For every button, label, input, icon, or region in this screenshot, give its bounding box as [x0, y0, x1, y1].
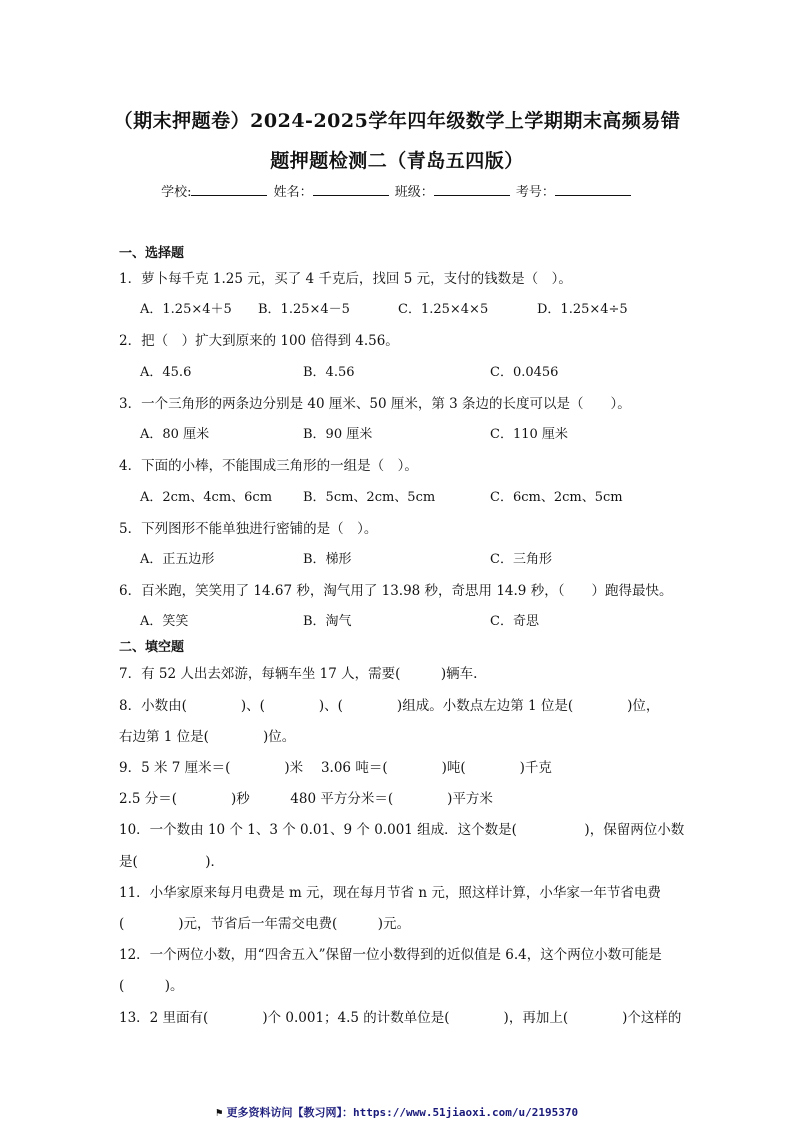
question-5: 5．下列图形不能单独进行密铺的是（ ）。 [119, 521, 378, 537]
school-blank[interactable] [191, 182, 267, 196]
question-8-line-1: 8．小数由( )、( )、( )组成。小数点左边第 1 位是( )位， [119, 698, 660, 714]
question-3: 3．一个三角形的两条边分别是 40 厘米、50 厘米，第 3 条边的长度可以是（ ）。 [119, 396, 631, 412]
q5-option-c: C．三角形 [490, 552, 552, 567]
flag-icon: ⚑ [215, 1106, 223, 1119]
question-4: 4．下面的小棒，不能围成三角形的一组是（ ）。 [119, 458, 418, 474]
q4-option-a: A．2cm、4cm、6cm [140, 490, 273, 505]
footer-link-text[interactable]: 更多资料访问【教习网】：https://www.51jiaoxi.com/u/2195370 [226, 1106, 579, 1119]
section-choice-heading: 一、选择题 [119, 246, 185, 261]
q3-option-c: C．110 厘米 [490, 427, 568, 442]
name-blank[interactable] [313, 182, 389, 196]
exam-no-label: 考号： [515, 185, 555, 200]
question-8-line-2: 右边第 1 位是( )位。 [119, 729, 296, 745]
question-11-line-1: 11．小华家原来每月电费是 m 元，现在每月节省 n 元，照这样计算，小华家一年节省电费 [119, 885, 661, 901]
question-9-line-1: 9．5 米 7 厘米＝( )米 3.06 吨＝( )吨( )千克 [119, 760, 552, 776]
q6-option-a: A．笑笑 [140, 614, 189, 629]
q1-option-a: A．1.25×4＋5 [140, 302, 232, 317]
q4-option-c: C．6cm、2cm、5cm [490, 490, 623, 505]
student-info-row [0, 181, 794, 200]
question-7: 7．有 52 人出去郊游，每辆车坐 17 人，需要( )辆车. [119, 666, 478, 682]
q5-option-b: B．梯形 [303, 552, 352, 567]
section-fill-heading: 二、填空题 [119, 640, 185, 655]
question-13-line-1: 13．2 里面有( )个 0.001；4.5 的计数单位是( )，再加上( )个这样的 [119, 1010, 682, 1026]
title-line-2: 题押题检测二（青岛五四版） [270, 150, 524, 172]
class-label: 班级： [394, 185, 434, 200]
q1-option-b: B．1.25×4－5 [258, 302, 350, 317]
name-label: 姓名： [273, 185, 313, 200]
question-12-line-1: 12．一个两位小数，用“四舍五入”保留一位小数得到的近似值是 6.4，这个两位小数可能是 [119, 947, 662, 963]
q3-option-a: A．80 厘米 [140, 427, 210, 442]
q1-option-c: C．1.25×4×5 [398, 302, 489, 317]
q2-option-a: A．45.6 [140, 365, 192, 380]
q2-option-c: C．0.0456 [490, 365, 559, 380]
question-6: 6．百米跑，笑笑用了 14.67 秒，淘气用了 13.98 秒，奇思用 14.9 秒，（ ）跑得最快。 [119, 583, 673, 599]
q5-option-a: A．正五边形 [140, 552, 215, 567]
question-10-line-2: 是( )． [119, 854, 225, 870]
title-line-1: （期末押题卷）2024-2025学年四年级数学上学期期末高频易错 [113, 110, 681, 132]
footer-promo[interactable] [0, 1104, 794, 1120]
question-10-line-1: 10．一个数由 10 个 1、3 个 0.01、9 个 0.001 组成．这个数是( )，保留两位小数 [119, 822, 685, 838]
q6-option-b: B．淘气 [303, 614, 352, 629]
question-11-line-2: ( )元，节省后一年需交电费( )元。 [119, 916, 411, 932]
exam-no-blank[interactable] [555, 182, 631, 196]
q1-option-d: D．1.25×4÷5 [537, 302, 628, 317]
school-label: 学校: [161, 185, 192, 200]
q6-option-c: C．奇思 [490, 614, 539, 629]
question-9-line-2: 2.5 分＝( )秒 480 平方分米＝( )平方米 [119, 791, 493, 807]
q2-option-b: B．4.56 [303, 365, 355, 380]
question-2: 2．把（ ）扩大到原来的 100 倍得到 4.56。 [119, 333, 399, 349]
class-blank[interactable] [434, 182, 510, 196]
question-1: 1．萝卜每千克 1.25 元，买了 4 千克后，找回 5 元，支付的钱数是（ ）。 [119, 271, 572, 287]
q3-option-b: B．90 厘米 [303, 427, 373, 442]
q4-option-b: B．5cm、2cm、5cm [303, 490, 436, 505]
question-12-line-2: ( )。 [119, 978, 184, 994]
